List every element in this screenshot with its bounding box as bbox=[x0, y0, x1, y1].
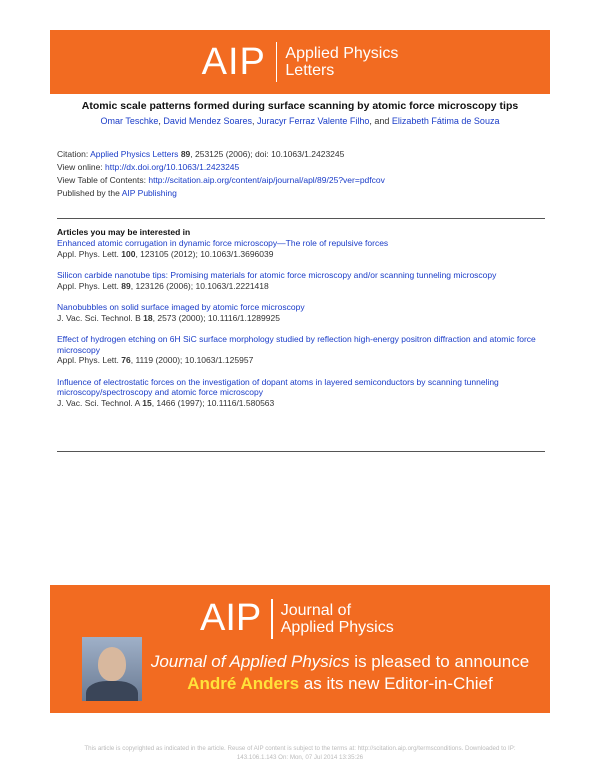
article-journal: J. Vac. Sci. Technol. B bbox=[57, 312, 144, 323]
ad-text-middle: is pleased to announce bbox=[349, 652, 530, 671]
related-article bbox=[57, 334, 547, 366]
ad-journal-line2: Applied Physics bbox=[280, 618, 394, 636]
ad-text-editor-name: André Anders bbox=[187, 674, 300, 693]
author-link[interactable]: Juracyr Ferraz Valente Filho bbox=[256, 116, 370, 126]
ad-announcement-text bbox=[140, 651, 540, 695]
ad-journal-name bbox=[281, 602, 394, 636]
author-separator: , bbox=[251, 116, 257, 126]
journal-name bbox=[285, 45, 398, 79]
related-article bbox=[57, 302, 547, 323]
ad-divider bbox=[271, 599, 273, 639]
article-journal: Appl. Phys. Lett. bbox=[57, 248, 122, 259]
author-link[interactable]: Elizabeth Fátima de Souza bbox=[391, 116, 500, 126]
divider-top bbox=[57, 218, 545, 219]
author-link[interactable]: Omar Teschke bbox=[100, 116, 159, 126]
author-link[interactable]: David Mendez Soares bbox=[163, 116, 252, 126]
editor-announcement-ad[interactable] bbox=[50, 585, 550, 713]
ad-text-journal: Journal of Applied Physics bbox=[150, 652, 350, 671]
view-online-label: View online: bbox=[57, 162, 106, 172]
related-article-link[interactable]: Enhanced atomic corrugation in dynamic force microscopy—The role of repulsive forces bbox=[57, 238, 389, 248]
author-separator: , and bbox=[369, 116, 392, 126]
footer-line2: 143.106.1.143 On: Mon, 07 Jul 2014 13:35:26 bbox=[236, 754, 364, 761]
publisher-link[interactable]: AIP Publishing bbox=[121, 188, 177, 198]
published-line bbox=[57, 187, 385, 200]
related-article bbox=[57, 238, 547, 259]
related-articles-list bbox=[57, 238, 547, 419]
article-details: , 1119 (2000); 10.1063/1.125957 bbox=[130, 355, 254, 365]
divider-bottom bbox=[57, 451, 545, 452]
aip-logo: AIP bbox=[200, 597, 262, 639]
banner-divider bbox=[276, 42, 278, 82]
journal-banner[interactable] bbox=[50, 30, 550, 94]
editor-photo bbox=[82, 637, 142, 701]
copyright-footer bbox=[0, 744, 600, 762]
citation-label: Citation: bbox=[57, 149, 91, 159]
citation-block bbox=[57, 148, 385, 200]
article-details: , 2573 (2000); 10.1116/1.1289925 bbox=[152, 312, 280, 323]
article-title: Atomic scale patterns formed during surface scanning by atomic force microscopy tips bbox=[81, 100, 519, 112]
related-article-link[interactable]: Effect of hydrogen etching on 6H SiC surface morphology studied by reflection high-energy positron diffraction and atomic force microscopy bbox=[57, 334, 536, 355]
view-online-line bbox=[57, 161, 385, 174]
related-article bbox=[57, 377, 547, 409]
photo-shoulders bbox=[86, 681, 138, 701]
article-volume: 15 bbox=[142, 397, 152, 408]
related-article-link[interactable]: Silicon carbide nanotube tips: Promising materials for atomic force microscopy and/or scanning tunneling microscopy bbox=[57, 270, 497, 280]
ad-text-end: as its new Editor-in-Chief bbox=[299, 674, 493, 693]
ad-header bbox=[200, 597, 394, 640]
related-article bbox=[57, 270, 547, 291]
related-heading: Articles you may be interested in bbox=[57, 227, 191, 237]
article-volume: 89 bbox=[121, 280, 131, 291]
footer-line1: This article is copyrighted as indicated in the article. Reuse of AIP content is subject to the terms at: http://scitation.aip.org/termsconditions. Downloaded to IP: bbox=[84, 745, 516, 752]
toc-label: View Table of Contents: bbox=[57, 175, 149, 185]
journal-name-line2: Letters bbox=[285, 62, 335, 79]
citation-details: , 253125 (2006); doi: 10.1063/1.2423245 bbox=[190, 149, 345, 159]
article-volume: 18 bbox=[143, 312, 153, 323]
journal-name-line1: Applied Physics bbox=[285, 45, 399, 62]
article-volume: 100 bbox=[121, 248, 136, 259]
article-details: , 123105 (2012); 10.1063/1.3696039 bbox=[135, 248, 274, 259]
article-details: , 123126 (2006); 10.1063/1.2221418 bbox=[130, 280, 269, 291]
article-journal: Appl. Phys. Lett. bbox=[57, 355, 122, 365]
citation-volume: 89 bbox=[180, 149, 191, 159]
author-separator: , bbox=[158, 116, 164, 126]
author-list bbox=[0, 116, 600, 126]
related-article-link[interactable]: Influence of electrostatic forces on the investigation of dopant atoms in layered semiconductors by scanning tunneling microscopy/spectroscopy and atomic force microscopy bbox=[57, 376, 499, 397]
citation-line bbox=[57, 148, 385, 161]
toc-link[interactable]: http://scitation.aip.org/content/aip/journal/apl/89/25?ver=pdfcov bbox=[148, 175, 385, 185]
view-online-link[interactable]: http://dx.doi.org/10.1063/1.2423245 bbox=[105, 162, 240, 172]
aip-logo: AIP bbox=[201, 40, 266, 83]
article-details: , 1466 (1997); 10.1116/1.580563 bbox=[151, 397, 275, 408]
citation-journal-link[interactable]: Applied Physics Letters bbox=[90, 149, 179, 159]
related-article-link[interactable]: Nanobubbles on solid surface imaged by atomic force microscopy bbox=[57, 302, 305, 312]
ad-journal-line1: Journal of bbox=[280, 601, 352, 619]
toc-line bbox=[57, 174, 385, 187]
photo-head bbox=[98, 647, 126, 681]
published-label: Published by the bbox=[57, 188, 122, 198]
article-volume: 76 bbox=[121, 355, 131, 365]
article-journal: J. Vac. Sci. Technol. A bbox=[57, 397, 143, 408]
article-journal: Appl. Phys. Lett. bbox=[57, 280, 122, 291]
